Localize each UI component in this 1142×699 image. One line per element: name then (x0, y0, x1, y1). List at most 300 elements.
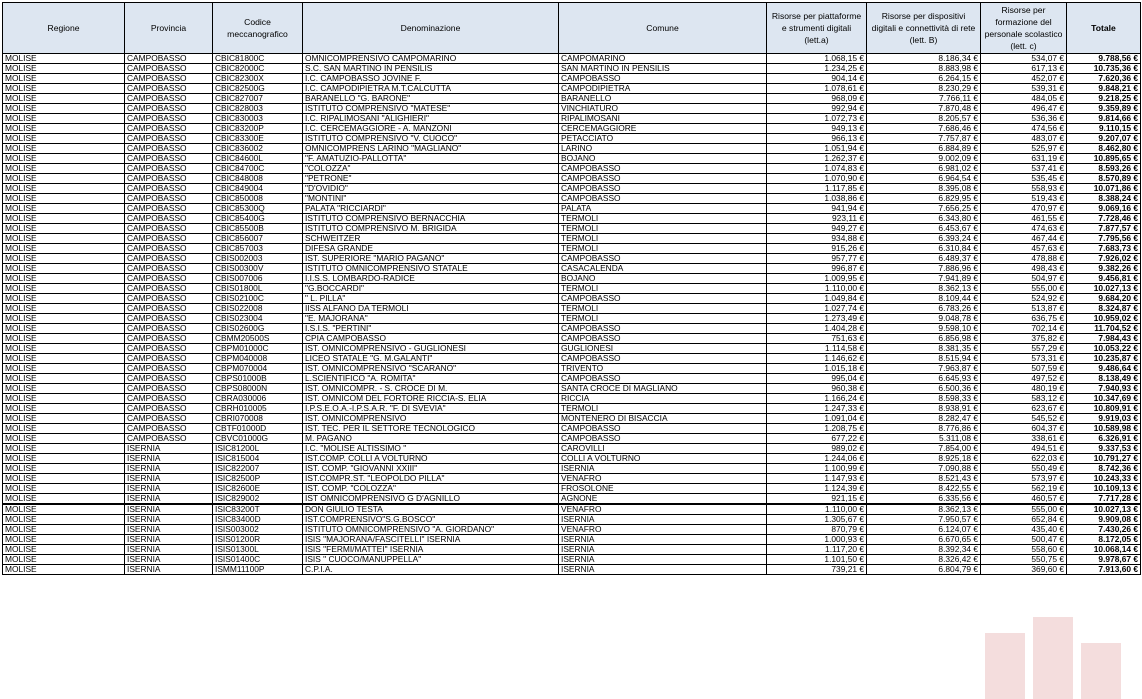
cell-denominazione: ISIS "MAJORANA/FASCITELLI" ISERNIA (303, 535, 559, 545)
cell-formazione: 474,56 € (981, 124, 1067, 134)
cell-regione: MOLISE (3, 264, 125, 274)
cell-totale: 9.486,64 € (1067, 364, 1141, 374)
cell-formazione: 496,47 € (981, 104, 1067, 114)
cell-regione: MOLISE (3, 104, 125, 114)
table-row (3, 294, 1141, 304)
cell-regione: MOLISE (3, 194, 125, 204)
cell-dispositivi: 6.964,54 € (867, 174, 981, 184)
cell-provincia: CAMPOBASSO (125, 414, 213, 424)
cell-regione: MOLISE (3, 174, 125, 184)
cell-piattaforme: 1.091,04 € (767, 414, 867, 424)
cell-provincia: ISERNIA (125, 525, 213, 535)
cell-piattaforme: 1.114,58 € (767, 344, 867, 354)
cell-provincia: CAMPOBASSO (125, 424, 213, 434)
cell-piattaforme: 989,02 € (767, 444, 867, 454)
cell-denominazione: ISIS "FERMI/MATTEI" ISERNIA (303, 545, 559, 555)
cell-provincia: CAMPOBASSO (125, 404, 213, 414)
cell-dispositivi: 6.453,67 € (867, 224, 981, 234)
cell-provincia: ISERNIA (125, 444, 213, 454)
cell-regione: MOLISE (3, 144, 125, 154)
cell-comune: BARANELLO (559, 94, 767, 104)
cell-piattaforme: 1.100,99 € (767, 464, 867, 474)
table-row (3, 74, 1141, 84)
cell-provincia: CAMPOBASSO (125, 184, 213, 194)
cell-piattaforme: 1.273,49 € (767, 314, 867, 324)
cell-codice: CBPS01000B (213, 374, 303, 384)
cell-comune: SANTA CROCE DI MAGLIANO (559, 384, 767, 394)
cell-piattaforme: 1.049,84 € (767, 294, 867, 304)
cell-dispositivi: 8.282,47 € (867, 414, 981, 424)
cell-provincia: CAMPOBASSO (125, 344, 213, 354)
cell-piattaforme: 1.117,20 € (767, 545, 867, 555)
cell-formazione: 375,82 € (981, 334, 1067, 344)
cell-comune: ISERNIA (559, 535, 767, 545)
cell-formazione: 562,19 € (981, 484, 1067, 494)
cell-totale: 8.172,05 € (1067, 535, 1141, 545)
cell-dispositivi: 8.109,44 € (867, 294, 981, 304)
cell-formazione: 537,41 € (981, 164, 1067, 174)
cell-provincia: ISERNIA (125, 494, 213, 505)
cell-formazione: 535,45 € (981, 174, 1067, 184)
cell-formazione: 435,40 € (981, 525, 1067, 535)
table-row (3, 134, 1141, 144)
cell-dispositivi: 6.670,65 € (867, 535, 981, 545)
cell-comune: CAMPOBASSO (559, 354, 767, 364)
cell-provincia: ISERNIA (125, 454, 213, 464)
cell-comune: CAMPOBASSO (559, 294, 767, 304)
cell-denominazione: M. PAGANO (303, 434, 559, 444)
cell-formazione: 524,92 € (981, 294, 1067, 304)
cell-regione: MOLISE (3, 424, 125, 434)
cell-codice: CBPM070004 (213, 364, 303, 374)
cell-formazione: 513,87 € (981, 304, 1067, 314)
cell-formazione: 557,29 € (981, 344, 1067, 354)
header-codice: Codice meccanografico (213, 3, 303, 54)
cell-denominazione: OMNICOMPRENS LARINO "MAGLIANO" (303, 144, 559, 154)
cell-regione: MOLISE (3, 254, 125, 264)
cell-denominazione: OMNICOMPRENSIVO CAMPOMARINO (303, 54, 559, 64)
cell-codice: CBRA030006 (213, 394, 303, 404)
table-row (3, 494, 1141, 505)
cell-provincia: ISERNIA (125, 555, 213, 565)
cell-regione: MOLISE (3, 114, 125, 124)
cell-totale: 10.809,91 € (1067, 404, 1141, 414)
cell-dispositivi: 9.598,10 € (867, 324, 981, 334)
cell-comune: TERMOLI (559, 214, 767, 224)
cell-piattaforme: 949,13 € (767, 124, 867, 134)
cell-denominazione: DON GIULIO TESTA (303, 504, 559, 515)
cell-denominazione: IST. OMNICOM DEL FORTORE RICCIA-S. ELIA (303, 394, 559, 404)
cell-dispositivi: 8.938,91 € (867, 404, 981, 414)
table-row (3, 224, 1141, 234)
cell-denominazione: CPIA CAMPOBASSO (303, 334, 559, 344)
cell-denominazione: ISTITUTO COMPRENSIVO M. BRIGIDA (303, 224, 559, 234)
cell-totale: 7.683,73 € (1067, 244, 1141, 254)
cell-codice: CBIS01800L (213, 284, 303, 294)
cell-piattaforme: 904,14 € (767, 74, 867, 84)
cell-denominazione: ISTITUTO COMPRENSIVO "MATESE" (303, 104, 559, 114)
cell-regione: MOLISE (3, 515, 125, 525)
cell-denominazione: IST.COMPRENSIVO"S.G.BOSCO" (303, 515, 559, 525)
cell-comune: CAMPOBASSO (559, 184, 767, 194)
cell-codice: CBIC82000C (213, 64, 303, 74)
cell-piattaforme: 1.000,93 € (767, 535, 867, 545)
cell-totale: 11.704,52 € (1067, 324, 1141, 334)
cell-dispositivi: 6.489,37 € (867, 254, 981, 264)
cell-dispositivi: 6.264,15 € (867, 74, 981, 84)
cell-piattaforme: 1.208,75 € (767, 424, 867, 434)
cell-formazione: 550,49 € (981, 464, 1067, 474)
cell-provincia: CAMPOBASSO (125, 174, 213, 184)
cell-totale: 7.913,60 € (1067, 565, 1141, 575)
cell-denominazione: I.C. "MOLISE ALTISSIMO " (303, 444, 559, 454)
table-row (3, 254, 1141, 264)
cell-totale: 10.735,36 € (1067, 64, 1141, 74)
cell-formazione: 545,52 € (981, 414, 1067, 424)
cell-piattaforme: 1.078,61 € (767, 84, 867, 94)
cell-comune: COLLI A VOLTURNO (559, 454, 767, 464)
cell-codice: CBPM01000C (213, 344, 303, 354)
table-row (3, 104, 1141, 114)
cell-regione: MOLISE (3, 284, 125, 294)
table-row (3, 204, 1141, 214)
cell-dispositivi: 6.981,02 € (867, 164, 981, 174)
cell-regione: MOLISE (3, 304, 125, 314)
cell-piattaforme: 1.234,25 € (767, 64, 867, 74)
table-row (3, 454, 1141, 464)
cell-formazione: 369,60 € (981, 565, 1067, 575)
cell-regione: MOLISE (3, 84, 125, 94)
cell-dispositivi: 7.090,88 € (867, 464, 981, 474)
cell-dispositivi: 6.310,84 € (867, 244, 981, 254)
table-row (3, 525, 1141, 535)
cell-provincia: CAMPOBASSO (125, 254, 213, 264)
cell-totale: 9.909,08 € (1067, 515, 1141, 525)
cell-formazione: 583,12 € (981, 394, 1067, 404)
cell-formazione: 702,14 € (981, 324, 1067, 334)
cell-provincia: CAMPOBASSO (125, 144, 213, 154)
cell-piattaforme: 915,26 € (767, 244, 867, 254)
cell-codice: ISIC822007 (213, 464, 303, 474)
cell-regione: MOLISE (3, 354, 125, 364)
cell-provincia: CAMPOBASSO (125, 194, 213, 204)
cell-formazione: 573,31 € (981, 354, 1067, 364)
cell-totale: 10.589,98 € (1067, 424, 1141, 434)
cell-regione: MOLISE (3, 444, 125, 454)
cell-provincia: CAMPOBASSO (125, 204, 213, 214)
cell-regione: MOLISE (3, 545, 125, 555)
cell-dispositivi: 6.829,95 € (867, 194, 981, 204)
cell-codice: CBIC85300Q (213, 204, 303, 214)
cell-provincia: ISERNIA (125, 484, 213, 494)
cell-dispositivi: 8.422,55 € (867, 484, 981, 494)
cell-totale: 9.848,21 € (1067, 84, 1141, 94)
watermark-logo (985, 603, 1142, 699)
cell-totale: 8.570,89 € (1067, 174, 1141, 184)
table-row (3, 274, 1141, 284)
cell-piattaforme: 1.147,93 € (767, 474, 867, 484)
cell-comune: ISERNIA (559, 555, 767, 565)
cell-totale: 7.717,28 € (1067, 494, 1141, 505)
table-row (3, 114, 1141, 124)
cell-dispositivi: 7.656,25 € (867, 204, 981, 214)
cell-denominazione: I.I.S.S. LOMBARDO-RADICE (303, 274, 559, 284)
cell-totale: 7.877,57 € (1067, 224, 1141, 234)
cell-regione: MOLISE (3, 64, 125, 74)
cell-formazione: 500,47 € (981, 535, 1067, 545)
cell-comune: RIPALIMOSANI (559, 114, 767, 124)
cell-totale: 10.347,69 € (1067, 394, 1141, 404)
cell-regione: MOLISE (3, 314, 125, 324)
cell-dispositivi: 8.776,86 € (867, 424, 981, 434)
cell-totale: 10.895,65 € (1067, 154, 1141, 164)
header-provincia: Provincia (125, 3, 213, 54)
table-row (3, 304, 1141, 314)
table-row (3, 374, 1141, 384)
cell-regione: MOLISE (3, 94, 125, 104)
cell-formazione: 550,75 € (981, 555, 1067, 565)
cell-totale: 8.138,49 € (1067, 374, 1141, 384)
cell-denominazione: IST.COMP. COLLI A VOLTURNO (303, 454, 559, 464)
table-row (3, 545, 1141, 555)
cell-codice: CBIS023004 (213, 314, 303, 324)
cell-dispositivi: 6.645,93 € (867, 374, 981, 384)
cell-comune: ISERNIA (559, 565, 767, 575)
cell-dispositivi: 7.870,48 € (867, 104, 981, 114)
cell-formazione: 470,97 € (981, 204, 1067, 214)
cell-piattaforme: 1.262,37 € (767, 154, 867, 164)
cell-codice: CBTF01000D (213, 424, 303, 434)
cell-codice: CBIC85400G (213, 214, 303, 224)
cell-denominazione: ISTITUTO COMPRENSIVO BERNACCHIA (303, 214, 559, 224)
cell-piattaforme: 995,04 € (767, 374, 867, 384)
cell-comune: CAROVILLI (559, 444, 767, 454)
cell-regione: MOLISE (3, 565, 125, 575)
cell-comune: VENAFRO (559, 525, 767, 535)
cell-denominazione: IST. OMNICOMPRENSIVO - GUGLIONESI (303, 344, 559, 354)
table-row (3, 54, 1141, 64)
cell-comune: CAMPOBASSO (559, 194, 767, 204)
cell-regione: MOLISE (3, 154, 125, 164)
cell-regione: MOLISE (3, 164, 125, 174)
cell-piattaforme: 1.009,95 € (767, 274, 867, 284)
cell-formazione: 617,13 € (981, 64, 1067, 74)
cell-provincia: CAMPOBASSO (125, 84, 213, 94)
cell-piattaforme: 1.070,90 € (767, 174, 867, 184)
cell-totale: 10.243,33 € (1067, 474, 1141, 484)
cell-regione: MOLISE (3, 74, 125, 84)
cell-comune: CAMPOBASSO (559, 434, 767, 444)
table-row (3, 394, 1141, 404)
cell-codice: CBIC850008 (213, 194, 303, 204)
cell-formazione: 507,59 € (981, 364, 1067, 374)
cell-piattaforme: 1.166,24 € (767, 394, 867, 404)
cell-codice: ISIS01400C (213, 555, 303, 565)
cell-codice: CBIS022008 (213, 304, 303, 314)
table-row (3, 344, 1141, 354)
cell-codice: ISIC829002 (213, 494, 303, 505)
cell-codice: CBIC83300E (213, 134, 303, 144)
cell-denominazione: IST. TEC. PER IL SETTORE TECNOLOGICO (303, 424, 559, 434)
cell-codice: ISIS003002 (213, 525, 303, 535)
cell-denominazione: L.SCIENTIFICO "A. ROMITA" (303, 374, 559, 384)
cell-provincia: CAMPOBASSO (125, 304, 213, 314)
cell-piattaforme: 934,88 € (767, 234, 867, 244)
cell-totale: 10.053,22 € (1067, 344, 1141, 354)
cell-codice: CBIC836002 (213, 144, 303, 154)
cell-comune: MONTENERO DI BISACCIA (559, 414, 767, 424)
table-row (3, 214, 1141, 224)
cell-provincia: CAMPOBASSO (125, 234, 213, 244)
cell-comune: FROSOLONE (559, 484, 767, 494)
cell-denominazione: C.P.I.A. (303, 565, 559, 575)
table-row (3, 264, 1141, 274)
cell-codice: CBIC827007 (213, 94, 303, 104)
cell-dispositivi: 6.856,98 € (867, 334, 981, 344)
cell-denominazione: IST OMNICOMPRENSIVO G D'AGNILLO (303, 494, 559, 505)
cell-formazione: 498,43 € (981, 264, 1067, 274)
cell-formazione: 539,31 € (981, 84, 1067, 94)
cell-codice: CBRH010005 (213, 404, 303, 414)
cell-provincia: CAMPOBASSO (125, 394, 213, 404)
cell-denominazione: I.C. RIPALIMOSANI "ALIGHIERI" (303, 114, 559, 124)
cell-piattaforme: 1.146,62 € (767, 354, 867, 364)
cell-comune: RICCIA (559, 394, 767, 404)
cell-dispositivi: 8.598,33 € (867, 394, 981, 404)
cell-totale: 9.207,07 € (1067, 134, 1141, 144)
table-row (3, 334, 1141, 344)
cell-totale: 10.027,13 € (1067, 284, 1141, 294)
cell-denominazione: "PETRONE" (303, 174, 559, 184)
cell-provincia: ISERNIA (125, 464, 213, 474)
cell-dispositivi: 6.804,79 € (867, 565, 981, 575)
cell-comune: CERCEMAGGIORE (559, 124, 767, 134)
cell-codice: CBIC84600L (213, 154, 303, 164)
table-row (3, 504, 1141, 515)
cell-comune: PALATA (559, 204, 767, 214)
table-row (3, 535, 1141, 545)
cell-totale: 9.456,81 € (1067, 274, 1141, 284)
cell-piattaforme: 1.404,28 € (767, 324, 867, 334)
cell-comune: PETACCIATO (559, 134, 767, 144)
cell-comune: ISERNIA (559, 545, 767, 555)
cell-comune: TERMOLI (559, 304, 767, 314)
cell-totale: 8.742,36 € (1067, 464, 1141, 474)
cell-dispositivi: 7.950,57 € (867, 515, 981, 525)
cell-regione: MOLISE (3, 434, 125, 444)
cell-provincia: ISERNIA (125, 504, 213, 515)
cell-denominazione: IST. OMNICOMPRENSIVO "SCARANO" (303, 364, 559, 374)
cell-piattaforme: 968,09 € (767, 94, 867, 104)
cell-denominazione: PALATA "RICCIARDI" (303, 204, 559, 214)
cell-codice: CBIS00300V (213, 264, 303, 274)
table-row (3, 434, 1141, 444)
cell-totale: 9.814,66 € (1067, 114, 1141, 124)
cell-formazione: 525,97 € (981, 144, 1067, 154)
cell-provincia: CAMPOBASSO (125, 114, 213, 124)
cell-provincia: ISERNIA (125, 535, 213, 545)
cell-dispositivi: 8.186,34 € (867, 54, 981, 64)
cell-provincia: CAMPOBASSO (125, 364, 213, 374)
cell-dispositivi: 6.783,26 € (867, 304, 981, 314)
cell-denominazione: BARANELLO "G. BARONE" (303, 94, 559, 104)
cell-regione: MOLISE (3, 484, 125, 494)
cell-comune: ISERNIA (559, 515, 767, 525)
cell-regione: MOLISE (3, 474, 125, 484)
cell-regione: MOLISE (3, 334, 125, 344)
cell-piattaforme: 1.074,83 € (767, 164, 867, 174)
cell-regione: MOLISE (3, 394, 125, 404)
cell-denominazione: IST. OMNICOMPRENSIVO (303, 414, 559, 424)
cell-piattaforme: 957,77 € (767, 254, 867, 264)
cell-totale: 9.359,89 € (1067, 104, 1141, 114)
table-row (3, 364, 1141, 374)
cell-codice: ISIC81200L (213, 444, 303, 454)
cell-provincia: CAMPOBASSO (125, 354, 213, 364)
cell-formazione: 504,97 € (981, 274, 1067, 284)
cell-regione: MOLISE (3, 374, 125, 384)
cell-provincia: CAMPOBASSO (125, 294, 213, 304)
cell-regione: MOLISE (3, 214, 125, 224)
cell-dispositivi: 6.124,07 € (867, 525, 981, 535)
cell-comune: CAMPOBASSO (559, 254, 767, 264)
cell-comune: CAMPOBASSO (559, 374, 767, 384)
cell-provincia: CAMPOBASSO (125, 64, 213, 74)
table-row (3, 565, 1141, 575)
cell-denominazione: "G.BOCCARDI" (303, 284, 559, 294)
cell-denominazione: "COLOZZA" (303, 164, 559, 174)
cell-totale: 10.071,86 € (1067, 184, 1141, 194)
cell-provincia: CAMPOBASSO (125, 124, 213, 134)
cell-provincia: CAMPOBASSO (125, 164, 213, 174)
cell-denominazione: I.C. CAMPOBASSO JOVINE F. (303, 74, 559, 84)
cell-comune: LARINO (559, 144, 767, 154)
cell-comune: CAMPOMARINO (559, 54, 767, 64)
cell-totale: 9.788,56 € (1067, 54, 1141, 64)
cell-regione: MOLISE (3, 404, 125, 414)
cell-regione: MOLISE (3, 525, 125, 535)
table-row (3, 64, 1141, 74)
cell-denominazione: IISS ALFANO DA TERMOLI (303, 304, 559, 314)
cell-denominazione: IST. SUPERIORE "MARIO PAGANO" (303, 254, 559, 264)
cell-dispositivi: 8.925,18 € (867, 454, 981, 464)
cell-codice: CBIC83200P (213, 124, 303, 134)
cell-dispositivi: 6.393,24 € (867, 234, 981, 244)
cell-codice: CBIC857003 (213, 244, 303, 254)
cell-dispositivi: 8.395,08 € (867, 184, 981, 194)
cell-regione: MOLISE (3, 224, 125, 234)
cell-comune: TERMOLI (559, 224, 767, 234)
cell-totale: 7.620,36 € (1067, 74, 1141, 84)
table-row (3, 234, 1141, 244)
cell-piattaforme: 1.027,74 € (767, 304, 867, 314)
cell-codice: CBIS002003 (213, 254, 303, 264)
cell-comune: TERMOLI (559, 234, 767, 244)
cell-codice: CBIC81800C (213, 54, 303, 64)
cell-codice: ISIC82600E (213, 484, 303, 494)
cell-dispositivi: 7.941,89 € (867, 274, 981, 284)
header-row (3, 3, 1141, 54)
cell-comune: TRIVENTO (559, 364, 767, 374)
cell-codice: CBIC828003 (213, 104, 303, 114)
cell-formazione: 494,51 € (981, 444, 1067, 454)
cell-codice: CBIC82300X (213, 74, 303, 84)
cell-formazione: 558,60 € (981, 545, 1067, 555)
cell-comune: TERMOLI (559, 244, 767, 254)
table-row (3, 404, 1141, 414)
cell-denominazione: ISTITUTO OMNICOMPRENSIVO "A. GIORDANO" (303, 525, 559, 535)
cell-codice: ISIS01300L (213, 545, 303, 555)
